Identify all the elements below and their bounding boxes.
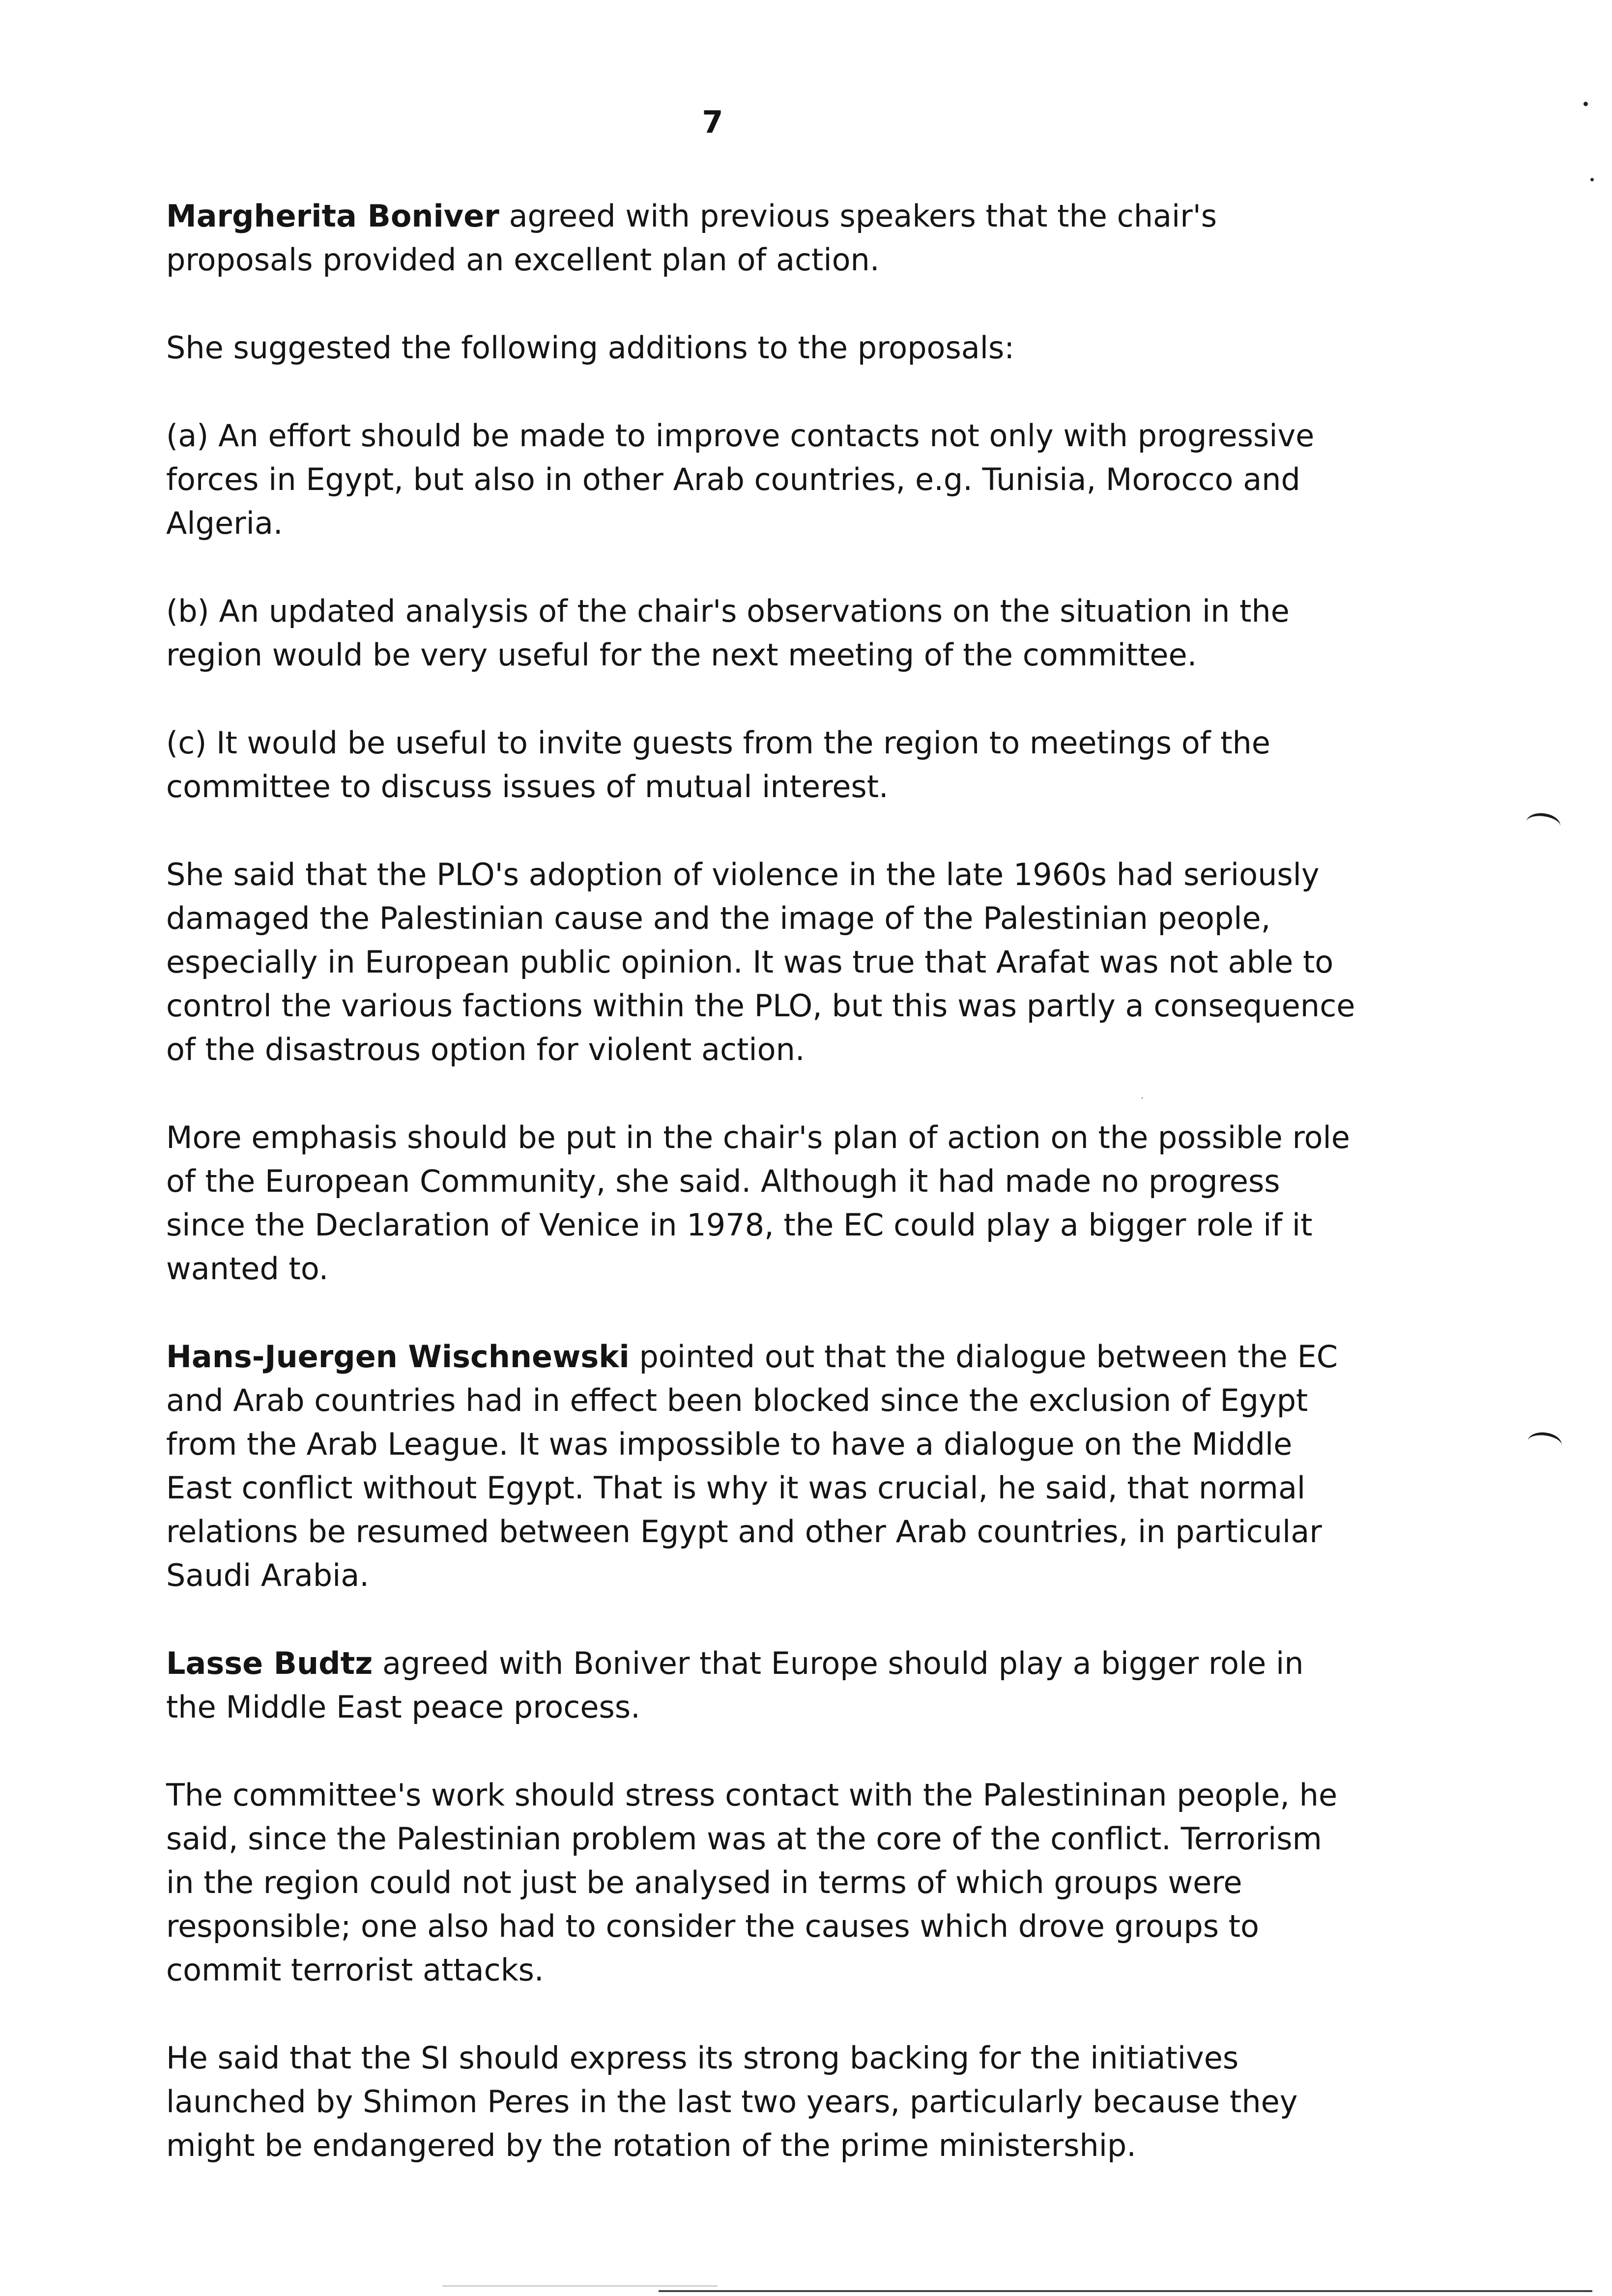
scan-bottom-rule — [442, 2285, 718, 2287]
paragraph-text: agreed with previous speakers that the chair's proposals provided an excellent plan of action. — [166, 198, 1217, 278]
paragraph-text: agreed with Boniver that Europe should play a bigger role in the Middle East peace process. — [166, 1645, 1304, 1725]
paragraph-item-b: (b) An updated analysis of the chair's observations on the situation in the region would be very useful for the next meeting of the committee. — [166, 593, 1290, 673]
paragraph-palestinian-contact: The committee's work should stress contact with the Palestininan people, he said, since the Palestinian problem was at the core of the conflict. Terrorism in the region could not just be analysed in terms of which groups were responsible; one also had to consider the causes which drove groups to commit terrorist attacks. — [166, 1777, 1338, 1988]
paragraph-european-community: More emphasis should be put in the chair's plan of action on the possible role of the European Community, she said. Although it had made no progress since the Declaration of Venice in 1978, the EC could play a bigger role if it wanted to. — [166, 1119, 1350, 1287]
paragraph-budtz — [166, 1641, 1355, 1729]
paragraph-text: pointed out that the dialogue between the EC and Arab countries had in effect been blocked since the exclusion of Egypt from the Arab League. It was impossible to have a dialogue on the Middle East conflict without Egypt. That is why it was crucial, he said, that normal relations be resumed between Egypt and other Arab countries, in particular Saudi Arabia. — [166, 1339, 1338, 1593]
paragraph-peres-initiatives: He said that the SI should express its strong backing for the initiatives launched by Shimon Peres in the last two years, particularly because they might be endangered by the rotation of the prime ministership. — [166, 2040, 1298, 2163]
scan-speck — [1583, 102, 1588, 106]
paragraph-additions-intro: She suggested the following additions to the proposals: — [166, 330, 1015, 366]
paragraph-wischnewski — [166, 1335, 1355, 1597]
scan-arc-mark — [1526, 1430, 1563, 1456]
document-body — [166, 194, 1355, 2211]
page-number: 7 — [702, 104, 723, 140]
paragraph-item-c: (c) It would be useful to invite guests from the region to meetings of the committee to discuss issues of mutual interest. — [166, 725, 1270, 804]
paragraph-plo-violence: She said that the PLO's adoption of violence in the late 1960s had seriously damaged the Palestinian cause and the image of the Palestinian people, especially in European public opinion. It was true that Arafat was not able to control the various factions within the PLO, but this was partly a consequence of the disastrous option for violent action. — [166, 857, 1355, 1067]
scan-bottom-rule — [659, 2290, 1592, 2292]
paragraph-item-a: (a) An effort should be made to improve contacts not only with progressive forces in Egypt, but also in other Arab countries, e.g. Tunisia, Morocco and Algeria. — [166, 418, 1315, 541]
paragraph-boniver — [166, 194, 1355, 282]
speaker-name: Margherita Boniver — [166, 198, 499, 234]
scan-arc-mark — [1525, 811, 1561, 837]
speaker-name: Lasse Budtz — [166, 1645, 373, 1681]
scan-speck — [1141, 1097, 1143, 1099]
scan-speck — [1590, 178, 1594, 181]
speaker-name: Hans-Juergen Wischnewski — [166, 1339, 630, 1375]
